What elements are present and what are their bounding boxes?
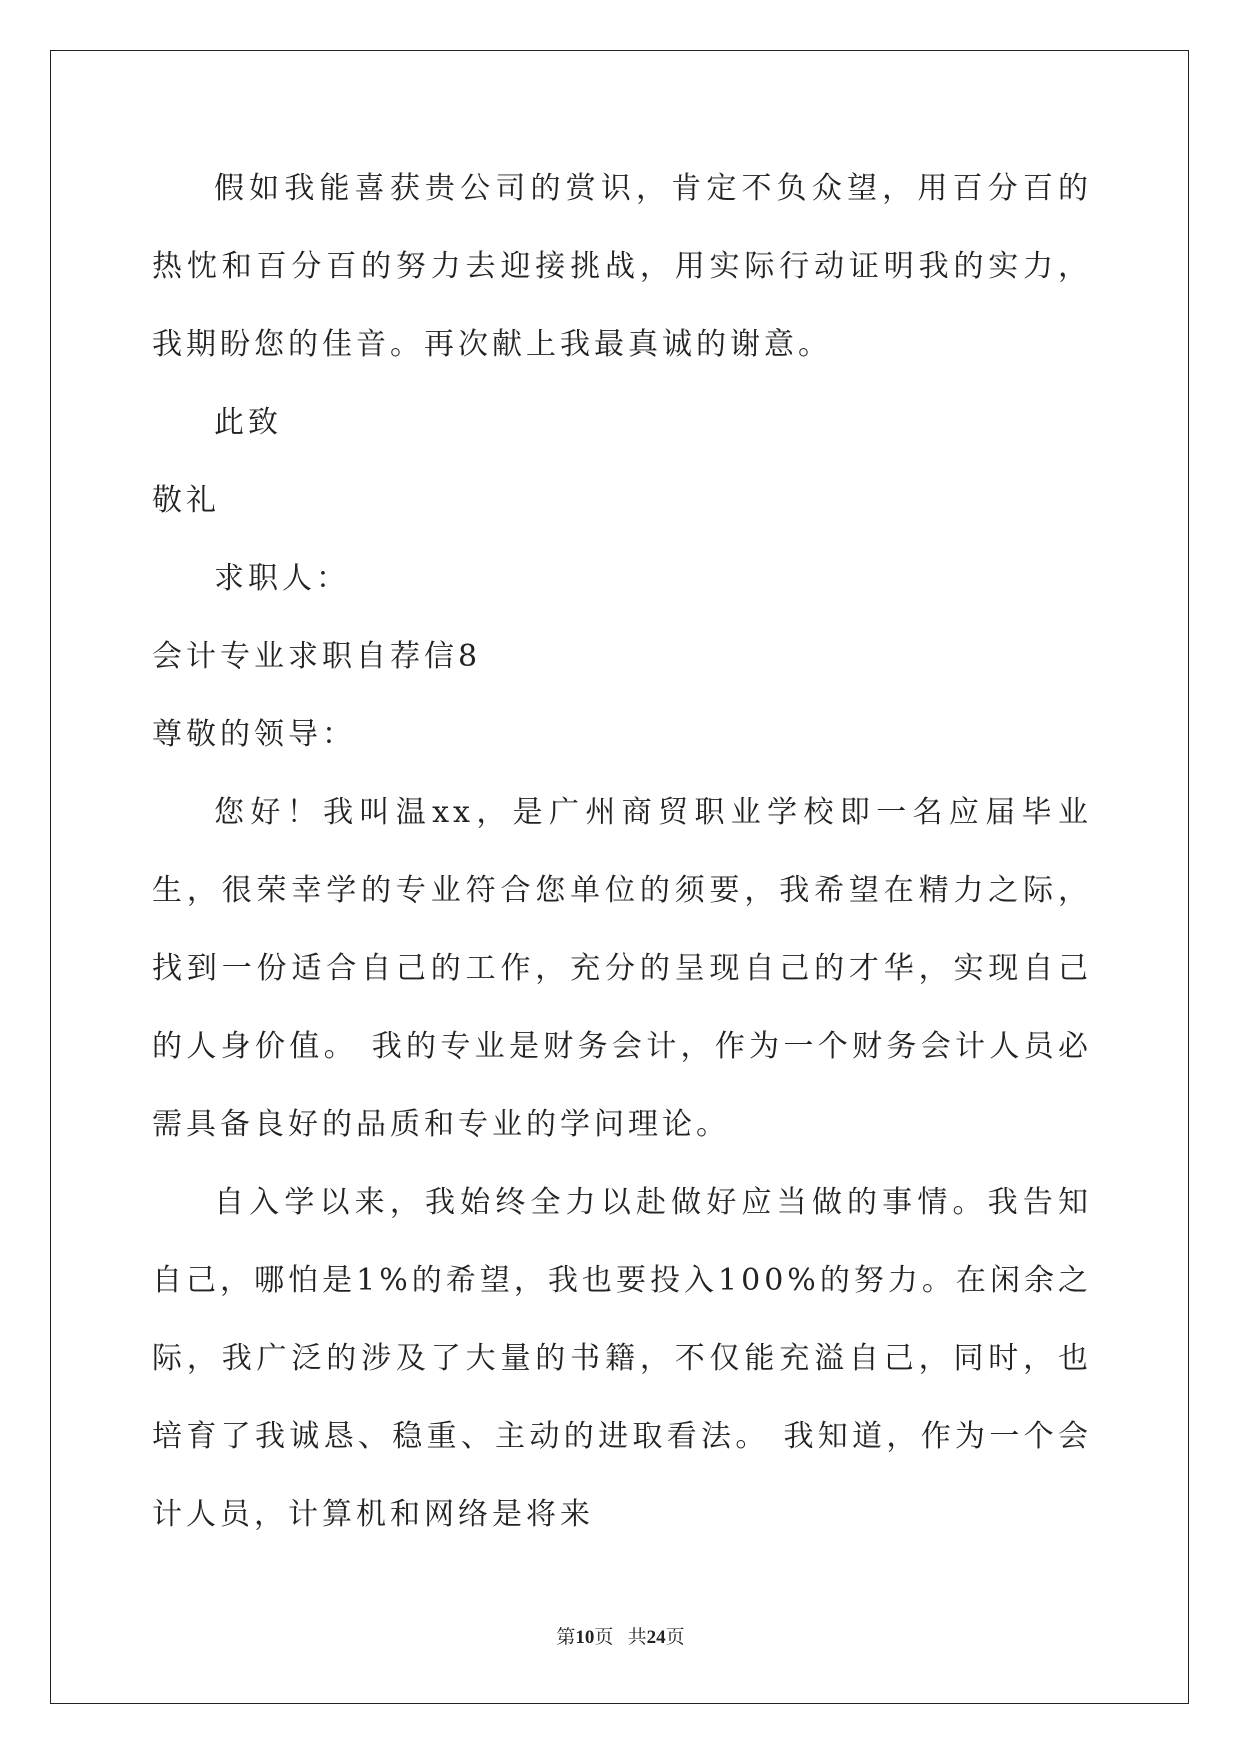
paragraph-introduction: 您好！我叫温xx，是广州商贸职业学校即一名应届毕业生，很荣幸学的专业符合您单位的须要，我希望在精力之际，找到一份适合自己的工作，充分的呈现自己的才华，实现自己的人身价值。 我的专业是财务会计，作为一个财务会计人员必需具备良好的品质和专业的学问理论。 <box>152 795 1092 1142</box>
page-footer <box>0 1622 1241 1649</box>
salutation-jingli: 敬礼 <box>152 483 220 518</box>
page-number: 10 <box>575 1627 595 1648</box>
applicant-signature: 求职人： <box>214 561 350 596</box>
salutation-cizhi: 此致 <box>214 405 282 440</box>
section-heading: 会计专业求职自荐信8 <box>152 639 482 674</box>
paragraph-closing-remarks: 假如我能喜获贵公司的赏识，肯定不负众望，用百分百的热忱和百分百的努力去迎接挑战，用实际行动证明我的实力，我期盼您的佳音。再次献上我最真诚的谢意。 <box>152 171 1092 362</box>
page-prefix: 第 <box>556 1627 576 1648</box>
total-pages: 24 <box>646 1627 666 1648</box>
letter-greeting: 尊敬的领导： <box>152 717 356 752</box>
total-suffix: 页 <box>665 1627 685 1648</box>
page-suffix: 页 <box>594 1627 614 1648</box>
total-prefix: 共 <box>627 1627 647 1648</box>
document-body <box>152 150 1092 1554</box>
paragraph-study: 自入学以来，我始终全力以赴做好应当做的事情。我告知自己，哪怕是1%的希望，我也要投入100%的努力。在闲余之际，我广泛的涉及了大量的书籍，不仅能充溢自己，同时，也培育了我诚恳、稳重、主动的进取看法。 我知道，作为一个会计人员，计算机和网络是将来 <box>152 1185 1092 1532</box>
